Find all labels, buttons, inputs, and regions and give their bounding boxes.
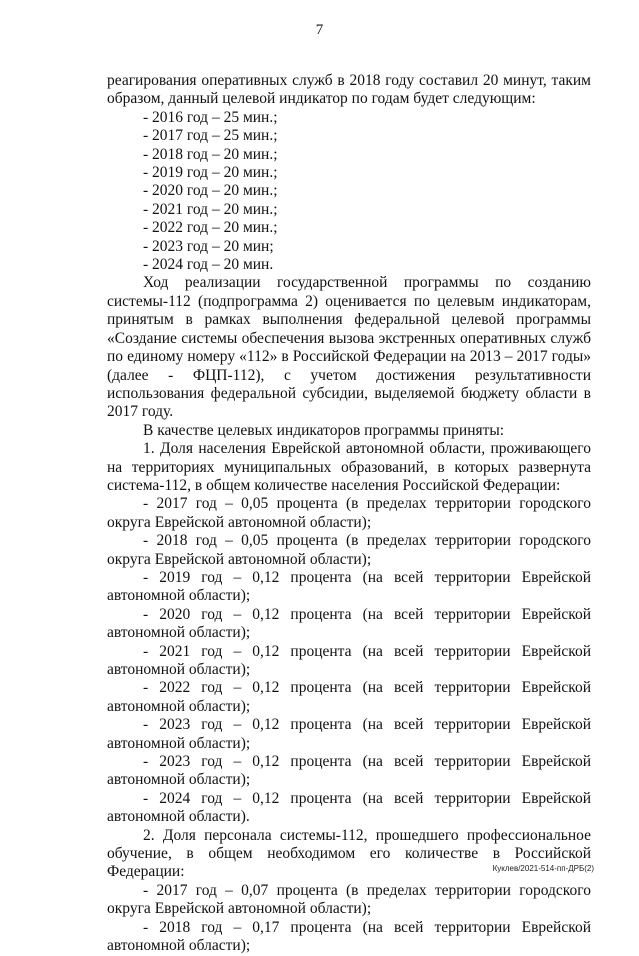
list-item: - 2017 год – 25 мин.;: [143, 127, 278, 145]
page-number: 7: [315, 22, 324, 38]
list-item: - 2016 год – 25 мин.;: [143, 108, 278, 126]
list-item: - 2019 год – 20 мин.;: [143, 164, 278, 182]
indicator-item: - 2021 год – 0,12 процента (на всей территории Еврейской автономной области);: [107, 642, 591, 678]
intro-paragraph: реагирования оперативных служб в 2018 году составил 20 минут, таким образом, данный целевой индикатор по годам будет следующим:: [107, 72, 591, 108]
list-item: - 2023 год – 20 мин;: [143, 237, 274, 255]
indicator-item: - 2023 год – 0,12 процента (на всей территории Еврейской автономной области);: [107, 753, 591, 789]
list-item: - 2021 год – 20 мин.;: [143, 200, 278, 218]
indicator-item: - 2024 год – 0,12 процента (на всей территории Еврейской автономной области).: [107, 789, 591, 826]
indicator-2-list: [107, 882, 591, 956]
footer-document-code: Куклев/2021-514-пп-ДРБ(2): [492, 864, 594, 873]
list-item: - 2018 год – 20 мин.;: [143, 145, 278, 163]
indicators-heading: В качестве целевых индикаторов программы приняты:: [143, 421, 505, 439]
indicator-item: - 2019 год – 0,12 процента (на всей территории Еврейской автономной области);: [107, 568, 591, 605]
indicator-item: - 2018 год – 0,05 процента (в пределах территории городского округа Еврейской автономной области);: [107, 532, 591, 568]
list-item: - 2022 год – 20 мин.;: [143, 219, 278, 237]
document-body: [107, 72, 591, 956]
course-paragraph: Ход реализации государственной программы по созданию системы-112 (подпрограмма 2) оценивается по целевым индикаторам, принятым в рамках выполнения федеральной целевой программы «Создание системы обеспечения вызова экстренных оперативных служб по единому номеру «112» в Российской Федерации на 2013 – 2017 годы» (далее - ФЦП-112), с учетом достижения результативности использования федеральной субсидии, выделяемой бюджету области в 2017 году.: [107, 274, 591, 421]
indicator-2: 2. Доля персонала системы-112, прошедшего профессиональное обучение, в общем необходимом его количестве в Российской Федерации:: [107, 826, 591, 881]
year-list: [107, 109, 591, 275]
indicator-1-list: [107, 495, 591, 826]
indicator-item: - 2018 год – 0,17 процента (на всей территории Еврейской автономной области);: [107, 918, 591, 955]
indicator-item: - 2017 год – 0,07 процента (в пределах территории городского округа Еврейской автономной области);: [107, 881, 591, 918]
indicator-item: - 2022 год – 0,12 процента (на всей территории Еврейской автономной области);: [107, 679, 591, 715]
indicator-item: - 2020 год – 0,12 процента (на всей территории Еврейской автономной области);: [107, 605, 591, 642]
list-item: - 2020 год – 20 мин.;: [143, 182, 278, 200]
indicator-1: 1. Доля населения Еврейской автономной области, проживающего на территориях муниципальных образований, в которых развернута система-112, в общем количестве населения Российской Федерации:: [107, 440, 591, 494]
indicator-item: - 2023 год – 0,12 процента (на всей территории Еврейской автономной области);: [107, 716, 591, 752]
indicator-item: - 2017 год – 0,05 процента (в пределах территории городского округа Еврейской автономной области);: [107, 495, 591, 531]
list-item: - 2024 год – 20 мин.: [143, 256, 274, 274]
